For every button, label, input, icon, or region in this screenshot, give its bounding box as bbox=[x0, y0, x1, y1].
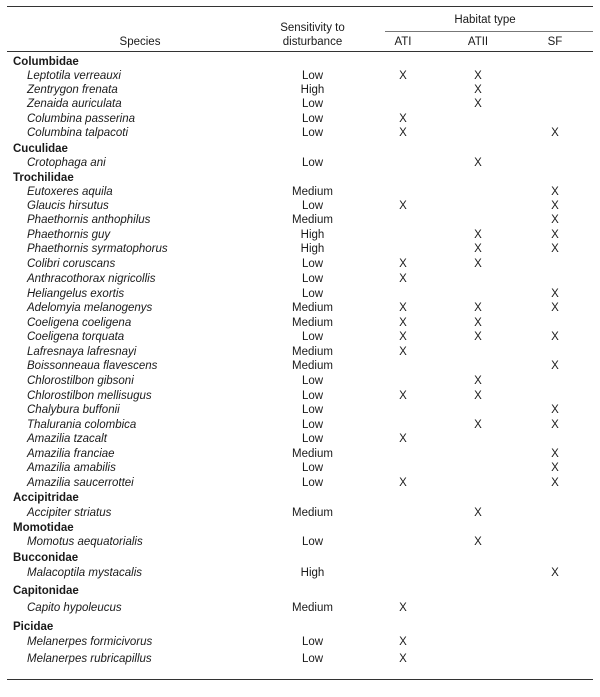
table-row bbox=[0, 461, 600, 475]
ati-mark: X bbox=[399, 70, 407, 82]
table-row bbox=[0, 301, 600, 315]
species-name: Boissonneaua flavescens bbox=[27, 360, 158, 372]
ati-mark: X bbox=[399, 302, 407, 314]
sensitivity-value: Low bbox=[301, 477, 324, 489]
sensitivity-value: Low bbox=[301, 390, 324, 402]
family-row bbox=[0, 142, 600, 156]
species-name: Amazilia saucerrottei bbox=[27, 477, 134, 489]
ati-mark: X bbox=[399, 331, 407, 343]
species-name: Leptotila verreauxi bbox=[27, 70, 121, 82]
species-name: Columbina talpacoti bbox=[27, 127, 129, 139]
species-name: Phaethornis anthophilus bbox=[27, 214, 151, 226]
species-name: Amazilia tzacalt bbox=[27, 433, 107, 445]
sf-mark: X bbox=[551, 360, 559, 372]
sf-mark: X bbox=[551, 200, 559, 212]
atii-mark: X bbox=[474, 98, 482, 110]
atii-mark: X bbox=[474, 317, 482, 329]
species-name: Melanerpes formicivorus bbox=[27, 636, 153, 648]
ati-mark: X bbox=[399, 200, 407, 212]
species-name: Adelomyia melanogenys bbox=[27, 302, 153, 314]
family-name: Columbidae bbox=[13, 56, 79, 68]
table-row bbox=[0, 330, 600, 344]
species-name: Heliangelus exortis bbox=[27, 288, 125, 300]
sf-mark: X bbox=[551, 288, 559, 300]
sensitivity-value: Low bbox=[301, 433, 324, 445]
table-row bbox=[0, 418, 600, 432]
species-name: Glaucis hirsutus bbox=[27, 200, 109, 212]
sf-mark: X bbox=[551, 214, 559, 226]
atii-mark: X bbox=[474, 243, 482, 255]
species-name: Anthracothorax nigricollis bbox=[27, 273, 156, 285]
sensitivity-value: Low bbox=[301, 98, 324, 110]
table-row bbox=[0, 476, 600, 490]
bottom-rule bbox=[7, 679, 593, 680]
species-name: Malacoptila mystacalis bbox=[27, 567, 143, 579]
header-rule bbox=[7, 51, 593, 52]
sf-mark: X bbox=[551, 448, 559, 460]
family-name: Momotidae bbox=[13, 522, 74, 534]
table-row bbox=[0, 601, 600, 615]
family-name: Bucconidae bbox=[13, 552, 79, 564]
ati-mark: X bbox=[399, 653, 407, 665]
sensitivity-value: Medium bbox=[292, 317, 333, 329]
table-row bbox=[0, 287, 600, 301]
table-row bbox=[0, 242, 600, 256]
table-row bbox=[0, 213, 600, 227]
sensitivity-value: Low bbox=[301, 653, 324, 665]
sensitivity-value: Low bbox=[301, 636, 324, 648]
species-name: Amazilia amabilis bbox=[27, 462, 116, 474]
sensitivity-value: Low bbox=[301, 200, 324, 212]
habitat-type-underline bbox=[385, 31, 593, 32]
species-name: Coeligena coeligena bbox=[27, 317, 132, 329]
atii-mark: X bbox=[474, 390, 482, 402]
species-name: Coeligena torquata bbox=[27, 331, 125, 343]
species-name: Phaethornis guy bbox=[27, 229, 111, 241]
sensitivity-value: Low bbox=[301, 157, 324, 169]
table-row bbox=[0, 228, 600, 242]
ati-mark: X bbox=[399, 317, 407, 329]
family-name: Accipitridae bbox=[13, 492, 79, 504]
family-row bbox=[0, 55, 600, 69]
family-row bbox=[0, 551, 600, 565]
sensitivity-value: Low bbox=[301, 273, 324, 285]
ati-mark: X bbox=[399, 258, 407, 270]
sf-mark: X bbox=[551, 567, 559, 579]
atii-mark: X bbox=[474, 331, 482, 343]
table-row bbox=[0, 97, 600, 111]
sf-mark: X bbox=[551, 404, 559, 416]
sf-mark: X bbox=[551, 331, 559, 343]
table-row bbox=[0, 535, 600, 549]
species-name: Momotus aequatorialis bbox=[27, 536, 143, 548]
sensitivity-value: Low bbox=[301, 331, 324, 343]
habitat-type-header: Habitat type bbox=[454, 14, 516, 26]
table-row bbox=[0, 112, 600, 126]
family-row bbox=[0, 584, 600, 598]
ati-mark: X bbox=[399, 636, 407, 648]
table-row bbox=[0, 156, 600, 170]
atii-mark: X bbox=[474, 302, 482, 314]
family-row bbox=[0, 171, 600, 185]
table-row bbox=[0, 635, 600, 649]
atii-mark: X bbox=[474, 507, 482, 519]
table-row bbox=[0, 345, 600, 359]
sf-mark: X bbox=[551, 186, 559, 198]
sf-mark: X bbox=[551, 419, 559, 431]
atii-mark: X bbox=[474, 84, 482, 96]
table-row bbox=[0, 389, 600, 403]
ati-mark: X bbox=[399, 433, 407, 445]
sensitivity-value: High bbox=[300, 567, 325, 579]
sensitivity-header-line1: Sensitivity to bbox=[280, 22, 345, 34]
species-name: Accipiter striatus bbox=[27, 507, 112, 519]
table-row bbox=[0, 652, 600, 666]
sensitivity-value: Medium bbox=[292, 186, 333, 198]
sensitivity-value: Low bbox=[301, 462, 324, 474]
table-row bbox=[0, 374, 600, 388]
atii-header: ATII bbox=[467, 36, 489, 48]
table-row bbox=[0, 272, 600, 286]
species-name: Columbina passerina bbox=[27, 113, 136, 125]
species-name: Chlorostilbon gibsoni bbox=[27, 375, 134, 387]
species-name: Thalurania colombica bbox=[27, 419, 137, 431]
table-row bbox=[0, 316, 600, 330]
species-name: Melanerpes rubricapillus bbox=[27, 653, 152, 665]
sensitivity-header-line2: disturbance bbox=[282, 36, 343, 48]
family-name: Picidae bbox=[13, 621, 54, 633]
table-row bbox=[0, 69, 600, 83]
atii-mark: X bbox=[474, 157, 482, 169]
ati-mark: X bbox=[399, 127, 407, 139]
family-row bbox=[0, 620, 600, 634]
species-name: Eutoxeres aquila bbox=[27, 186, 113, 198]
sf-mark: X bbox=[551, 229, 559, 241]
atii-mark: X bbox=[474, 536, 482, 548]
species-name: Chalybura buffonii bbox=[27, 404, 120, 416]
species-name: Phaethornis syrmatophorus bbox=[27, 243, 168, 255]
atii-mark: X bbox=[474, 258, 482, 270]
sensitivity-value: Medium bbox=[292, 602, 333, 614]
family-name: Capitonidae bbox=[13, 585, 79, 597]
species-name: Colibri coruscans bbox=[27, 258, 116, 270]
family-row bbox=[0, 521, 600, 535]
sensitivity-value: Medium bbox=[292, 214, 333, 226]
table-row bbox=[0, 403, 600, 417]
family-name: Trochilidae bbox=[13, 172, 74, 184]
sf-mark: X bbox=[551, 127, 559, 139]
species-name: Amazilia franciae bbox=[27, 448, 115, 460]
sensitivity-value: Medium bbox=[292, 346, 333, 358]
sensitivity-value: Medium bbox=[292, 360, 333, 372]
ati-mark: X bbox=[399, 113, 407, 125]
sf-mark: X bbox=[551, 302, 559, 314]
table-row bbox=[0, 447, 600, 461]
species-name: Capito hypoleucus bbox=[27, 602, 122, 614]
sensitivity-value: High bbox=[300, 229, 325, 241]
ati-mark: X bbox=[399, 602, 407, 614]
table-row bbox=[0, 257, 600, 271]
species-name: Lafresnaya lafresnayi bbox=[27, 346, 137, 358]
sensitivity-value: Low bbox=[301, 404, 324, 416]
sf-header: SF bbox=[547, 36, 563, 48]
species-name: Chlorostilbon mellisugus bbox=[27, 390, 152, 402]
sensitivity-value: Medium bbox=[292, 448, 333, 460]
sensitivity-value: Low bbox=[301, 113, 324, 125]
sf-mark: X bbox=[551, 477, 559, 489]
sensitivity-value: High bbox=[300, 84, 325, 96]
table-row bbox=[0, 359, 600, 373]
sensitivity-value: Medium bbox=[292, 302, 333, 314]
table-row bbox=[0, 126, 600, 140]
table-row bbox=[0, 185, 600, 199]
sensitivity-value: Low bbox=[301, 70, 324, 82]
sensitivity-value: Low bbox=[301, 258, 324, 270]
ati-mark: X bbox=[399, 346, 407, 358]
sensitivity-value: High bbox=[300, 243, 325, 255]
table-row bbox=[0, 432, 600, 446]
table-row bbox=[0, 199, 600, 213]
atii-mark: X bbox=[474, 419, 482, 431]
table-row bbox=[0, 566, 600, 580]
sensitivity-value: Low bbox=[301, 127, 324, 139]
family-row bbox=[0, 491, 600, 505]
atii-mark: X bbox=[474, 70, 482, 82]
table-row bbox=[0, 83, 600, 97]
species-name: Zenaida auriculata bbox=[27, 98, 122, 110]
ati-mark: X bbox=[399, 273, 407, 285]
sf-mark: X bbox=[551, 462, 559, 474]
species-header: Species bbox=[119, 36, 161, 48]
species-name: Zentrygon frenata bbox=[27, 84, 118, 96]
sf-mark: X bbox=[551, 243, 559, 255]
ati-header: ATI bbox=[394, 36, 412, 48]
atii-mark: X bbox=[474, 229, 482, 241]
atii-mark: X bbox=[474, 375, 482, 387]
ati-mark: X bbox=[399, 390, 407, 402]
sensitivity-value: Medium bbox=[292, 507, 333, 519]
species-name: Crotophaga ani bbox=[27, 157, 106, 169]
family-name: Cuculidae bbox=[13, 143, 68, 155]
sensitivity-value: Low bbox=[301, 419, 324, 431]
sensitivity-value: Low bbox=[301, 536, 324, 548]
sensitivity-value: Low bbox=[301, 288, 324, 300]
ati-mark: X bbox=[399, 477, 407, 489]
top-rule bbox=[7, 6, 593, 7]
sensitivity-value: Low bbox=[301, 375, 324, 387]
table-row bbox=[0, 506, 600, 520]
